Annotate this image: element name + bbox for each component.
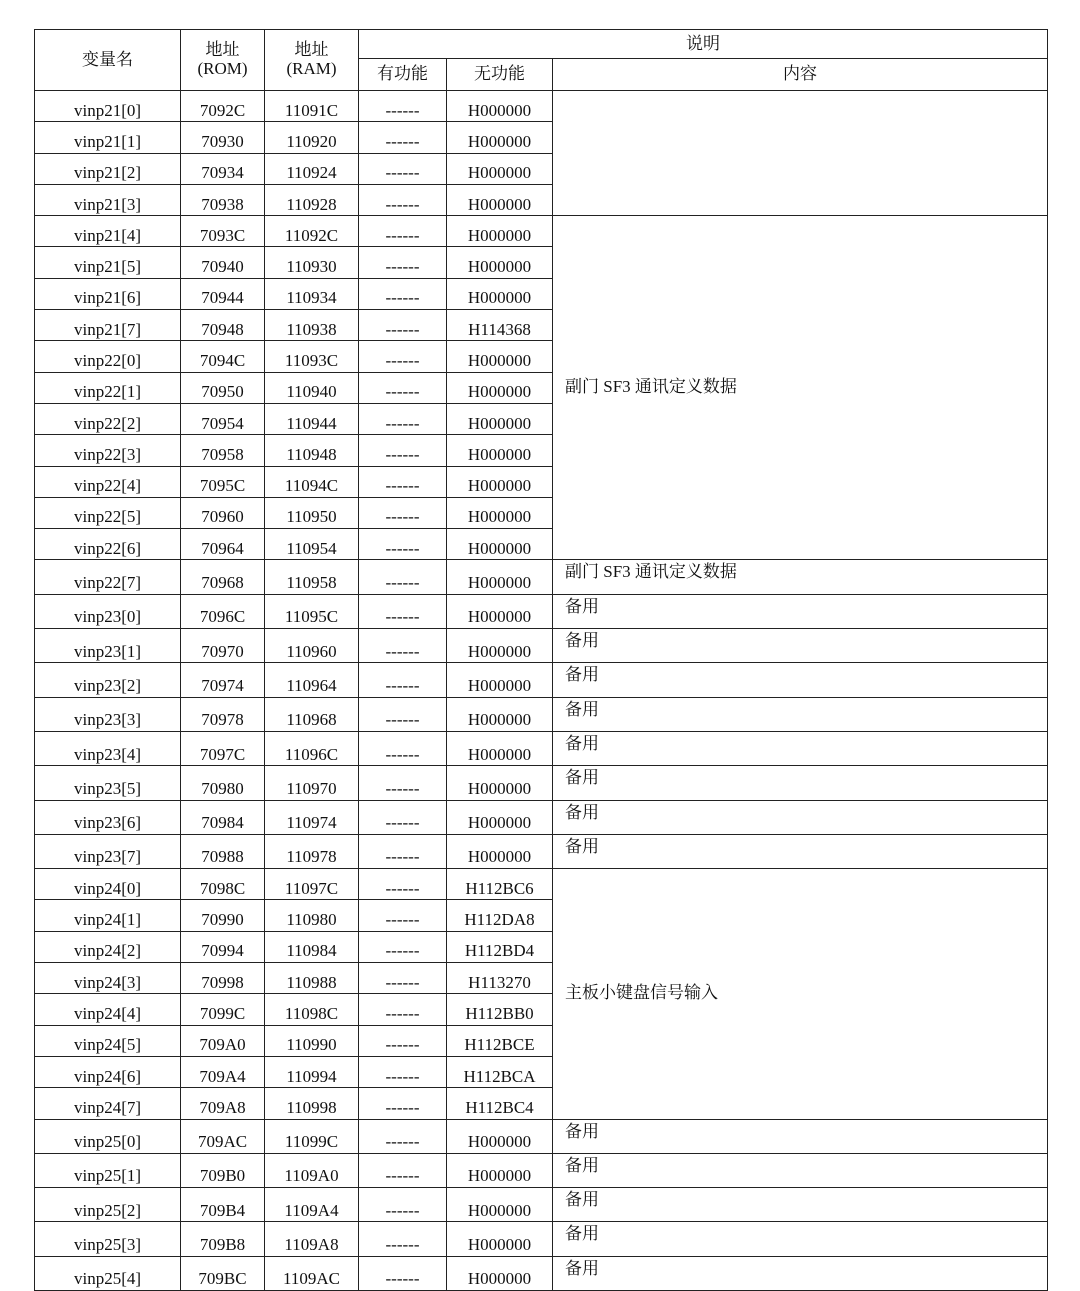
description-cell: 备用	[553, 594, 1048, 628]
description-cell: 备用	[553, 800, 1048, 834]
ram-address-cell: 11094C	[265, 466, 359, 497]
function-value-cell: ------	[359, 931, 447, 962]
variable-name-cell: vinp24[7]	[35, 1088, 181, 1119]
header-varname: 变量名	[35, 30, 181, 91]
function-value-cell: ------	[359, 560, 447, 594]
ram-address-cell: 110988	[265, 963, 359, 994]
variable-name-cell: vinp21[2]	[35, 153, 181, 184]
variable-name-cell: vinp21[7]	[35, 310, 181, 341]
ram-address-cell: 1109A4	[265, 1188, 359, 1222]
description-cell	[553, 91, 1048, 216]
variable-name-cell: vinp22[7]	[35, 560, 181, 594]
no-function-value-cell: H000000	[447, 1119, 553, 1153]
variable-name-cell: vinp22[3]	[35, 435, 181, 466]
rom-address-cell: 7096C	[181, 594, 265, 628]
no-function-value-cell: H112BB0	[447, 994, 553, 1025]
function-value-cell: ------	[359, 1119, 447, 1153]
variable-name-cell: vinp23[4]	[35, 731, 181, 765]
function-value-cell: ------	[359, 529, 447, 560]
no-function-value-cell: H000000	[447, 247, 553, 278]
ram-address-cell: 110968	[265, 697, 359, 731]
function-value-cell: ------	[359, 1256, 447, 1290]
variable-name-cell: vinp21[3]	[35, 184, 181, 215]
ram-address-cell: 110960	[265, 629, 359, 663]
rom-address-cell: 70964	[181, 529, 265, 560]
function-value-cell: ------	[359, 247, 447, 278]
no-function-value-cell: H000000	[447, 1222, 553, 1256]
variable-name-cell: vinp25[4]	[35, 1256, 181, 1290]
variable-name-cell: vinp25[0]	[35, 1119, 181, 1153]
rom-address-cell: 709B8	[181, 1222, 265, 1256]
no-function-value-cell: H112BC6	[447, 869, 553, 900]
description-cell: 备用	[553, 663, 1048, 697]
variable-name-cell: vinp22[5]	[35, 497, 181, 528]
ram-address-cell: 1109AC	[265, 1256, 359, 1290]
no-function-value-cell: H000000	[447, 122, 553, 153]
rom-address-cell: 709AC	[181, 1119, 265, 1153]
no-function-value-cell: H000000	[447, 341, 553, 372]
variable-name-cell: vinp22[2]	[35, 403, 181, 434]
table-row	[35, 594, 1048, 628]
function-value-cell: ------	[359, 1025, 447, 1056]
description-cell: 备用	[553, 697, 1048, 731]
no-function-value-cell: H000000	[447, 834, 553, 868]
function-value-cell: ------	[359, 91, 447, 122]
no-function-value-cell: H000000	[447, 560, 553, 594]
rom-address-cell: 7097C	[181, 731, 265, 765]
description-cell: 备用	[553, 1119, 1048, 1153]
ram-address-cell: 110940	[265, 372, 359, 403]
ram-address-cell: 110990	[265, 1025, 359, 1056]
function-value-cell: ------	[359, 800, 447, 834]
header-func-no: 无功能	[447, 59, 553, 91]
header-address-ram-line2: (RAM)	[286, 59, 337, 78]
no-function-value-cell: H112BD4	[447, 931, 553, 962]
rom-address-cell: 70974	[181, 663, 265, 697]
rom-address-cell: 70960	[181, 497, 265, 528]
description-cell: 副门 SF3 通讯定义数据	[553, 560, 1048, 594]
variable-name-cell: vinp25[3]	[35, 1222, 181, 1256]
rom-address-cell: 70984	[181, 800, 265, 834]
function-value-cell: ------	[359, 697, 447, 731]
rom-address-cell: 70940	[181, 247, 265, 278]
variable-name-cell: vinp24[0]	[35, 869, 181, 900]
no-function-value-cell: H112BC4	[447, 1088, 553, 1119]
function-value-cell: ------	[359, 341, 447, 372]
no-function-value-cell: H114368	[447, 310, 553, 341]
rom-address-cell: 70954	[181, 403, 265, 434]
function-value-cell: ------	[359, 834, 447, 868]
rom-address-cell: 70934	[181, 153, 265, 184]
rom-address-cell: 70944	[181, 278, 265, 309]
table-row	[35, 800, 1048, 834]
table-row	[35, 1153, 1048, 1187]
rom-address-cell: 70968	[181, 560, 265, 594]
no-function-value-cell: H000000	[447, 435, 553, 466]
no-function-value-cell: H000000	[447, 529, 553, 560]
rom-address-cell: 70970	[181, 629, 265, 663]
ram-address-cell: 110948	[265, 435, 359, 466]
no-function-value-cell: H000000	[447, 594, 553, 628]
variable-name-cell: vinp22[1]	[35, 372, 181, 403]
variable-name-cell: vinp23[7]	[35, 834, 181, 868]
rom-address-cell: 7098C	[181, 869, 265, 900]
description-cell: 备用	[553, 834, 1048, 868]
ram-address-cell: 11098C	[265, 994, 359, 1025]
variable-name-cell: vinp24[4]	[35, 994, 181, 1025]
ram-address-cell: 1109A0	[265, 1153, 359, 1187]
no-function-value-cell: H000000	[447, 731, 553, 765]
function-value-cell: ------	[359, 184, 447, 215]
rom-address-cell: 709A8	[181, 1088, 265, 1119]
ram-address-cell: 110958	[265, 560, 359, 594]
variable-name-cell: vinp23[3]	[35, 697, 181, 731]
variable-name-cell: vinp24[3]	[35, 963, 181, 994]
rom-address-cell: 7099C	[181, 994, 265, 1025]
description-cell: 副门 SF3 通讯定义数据	[553, 216, 1048, 560]
header-explain: 说明	[359, 30, 1048, 59]
ram-address-cell: 110928	[265, 184, 359, 215]
ram-address-cell: 11091C	[265, 91, 359, 122]
rom-address-cell: 70948	[181, 310, 265, 341]
description-cell: 备用	[553, 731, 1048, 765]
function-value-cell: ------	[359, 122, 447, 153]
variable-name-cell: vinp23[0]	[35, 594, 181, 628]
function-value-cell: ------	[359, 372, 447, 403]
variable-name-cell: vinp23[2]	[35, 663, 181, 697]
ram-address-cell: 110984	[265, 931, 359, 962]
header-address-rom-line1: 地址	[205, 40, 240, 60]
rom-address-cell: 70958	[181, 435, 265, 466]
variable-name-cell: vinp22[4]	[35, 466, 181, 497]
no-function-value-cell: H000000	[447, 497, 553, 528]
no-function-value-cell: H000000	[447, 184, 553, 215]
rom-address-cell: 709B4	[181, 1188, 265, 1222]
no-function-value-cell: H000000	[447, 800, 553, 834]
function-value-cell: ------	[359, 466, 447, 497]
variable-name-cell: vinp24[6]	[35, 1056, 181, 1087]
rom-address-cell: 7095C	[181, 466, 265, 497]
function-value-cell: ------	[359, 1222, 447, 1256]
rom-address-cell: 70994	[181, 931, 265, 962]
ram-address-cell: 11099C	[265, 1119, 359, 1153]
function-value-cell: ------	[359, 278, 447, 309]
no-function-value-cell: H112BCE	[447, 1025, 553, 1056]
function-value-cell: ------	[359, 310, 447, 341]
description-cell: 备用	[553, 629, 1048, 663]
no-function-value-cell: H112BCA	[447, 1056, 553, 1087]
no-function-value-cell: H000000	[447, 153, 553, 184]
no-function-value-cell: H000000	[447, 403, 553, 434]
variable-name-cell: vinp25[1]	[35, 1153, 181, 1187]
function-value-cell: ------	[359, 1153, 447, 1187]
table-row	[35, 560, 1048, 594]
table-row	[35, 663, 1048, 697]
variable-name-cell: vinp23[6]	[35, 800, 181, 834]
header-address-rom	[181, 30, 265, 91]
table-row	[35, 869, 1048, 900]
ram-address-cell: 110974	[265, 800, 359, 834]
no-function-value-cell: H000000	[447, 372, 553, 403]
ram-address-cell: 110920	[265, 122, 359, 153]
ram-address-cell: 110980	[265, 900, 359, 931]
function-value-cell: ------	[359, 497, 447, 528]
function-value-cell: ------	[359, 869, 447, 900]
variable-name-cell: vinp22[0]	[35, 341, 181, 372]
no-function-value-cell: H000000	[447, 663, 553, 697]
variable-name-cell: vinp21[6]	[35, 278, 181, 309]
rom-address-cell: 709BC	[181, 1256, 265, 1290]
table-row	[35, 1188, 1048, 1222]
ram-address-cell: 110944	[265, 403, 359, 434]
table-row	[35, 216, 1048, 247]
function-value-cell: ------	[359, 1188, 447, 1222]
no-function-value-cell: H000000	[447, 278, 553, 309]
rom-address-cell: 7093C	[181, 216, 265, 247]
ram-address-cell: 110934	[265, 278, 359, 309]
rom-address-cell: 70950	[181, 372, 265, 403]
ram-address-cell: 110964	[265, 663, 359, 697]
ram-address-cell: 110994	[265, 1056, 359, 1087]
variable-name-cell: vinp21[1]	[35, 122, 181, 153]
table-row	[35, 1256, 1048, 1290]
ram-address-cell: 110978	[265, 834, 359, 868]
rom-address-cell: 709A4	[181, 1056, 265, 1087]
rom-address-cell: 70978	[181, 697, 265, 731]
variable-name-cell: vinp24[2]	[35, 931, 181, 962]
ram-address-cell: 110938	[265, 310, 359, 341]
variable-name-cell: vinp23[5]	[35, 766, 181, 800]
header-content: 内容	[553, 59, 1048, 91]
no-function-value-cell: H000000	[447, 466, 553, 497]
variable-name-cell: vinp25[2]	[35, 1188, 181, 1222]
no-function-value-cell: H000000	[447, 1153, 553, 1187]
no-function-value-cell: H000000	[447, 629, 553, 663]
table-row	[35, 91, 1048, 122]
table-body	[35, 91, 1048, 1291]
table-header	[35, 30, 1048, 91]
variable-name-cell: vinp21[5]	[35, 247, 181, 278]
description-cell: 备用	[553, 1188, 1048, 1222]
no-function-value-cell: H112DA8	[447, 900, 553, 931]
function-value-cell: ------	[359, 663, 447, 697]
table-row	[35, 697, 1048, 731]
table-row	[35, 731, 1048, 765]
rom-address-cell: 7094C	[181, 341, 265, 372]
ram-address-cell: 110930	[265, 247, 359, 278]
ram-address-cell: 110998	[265, 1088, 359, 1119]
header-address-rom-line2: (ROM)	[197, 59, 248, 78]
variable-name-cell: vinp21[0]	[35, 91, 181, 122]
variable-name-cell: vinp23[1]	[35, 629, 181, 663]
function-value-cell: ------	[359, 1056, 447, 1087]
ram-address-cell: 110950	[265, 497, 359, 528]
no-function-value-cell: H113270	[447, 963, 553, 994]
function-value-cell: ------	[359, 963, 447, 994]
variable-name-cell: vinp22[6]	[35, 529, 181, 560]
rom-address-cell: 709A0	[181, 1025, 265, 1056]
rom-address-cell: 70980	[181, 766, 265, 800]
function-value-cell: ------	[359, 153, 447, 184]
function-value-cell: ------	[359, 629, 447, 663]
ram-address-cell: 11095C	[265, 594, 359, 628]
function-value-cell: ------	[359, 403, 447, 434]
function-value-cell: ------	[359, 994, 447, 1025]
function-value-cell: ------	[359, 766, 447, 800]
description-cell: 主板小键盘信号输入	[553, 869, 1048, 1119]
no-function-value-cell: H000000	[447, 1256, 553, 1290]
variable-name-cell: vinp24[1]	[35, 900, 181, 931]
no-function-value-cell: H000000	[447, 766, 553, 800]
function-value-cell: ------	[359, 1088, 447, 1119]
function-value-cell: ------	[359, 731, 447, 765]
ram-address-cell: 1109A8	[265, 1222, 359, 1256]
ram-address-cell: 11097C	[265, 869, 359, 900]
ram-address-cell: 11092C	[265, 216, 359, 247]
variable-address-table	[34, 29, 1048, 1291]
rom-address-cell: 70998	[181, 963, 265, 994]
table-row	[35, 1222, 1048, 1256]
table-row	[35, 1119, 1048, 1153]
rom-address-cell: 709B0	[181, 1153, 265, 1187]
variable-name-cell: vinp24[5]	[35, 1025, 181, 1056]
ram-address-cell: 110924	[265, 153, 359, 184]
rom-address-cell: 70938	[181, 184, 265, 215]
ram-address-cell: 110970	[265, 766, 359, 800]
no-function-value-cell: H000000	[447, 91, 553, 122]
rom-address-cell: 70930	[181, 122, 265, 153]
header-address-ram-line1: 地址	[294, 40, 329, 60]
table-row	[35, 834, 1048, 868]
header-func-yes: 有功能	[359, 59, 447, 91]
function-value-cell: ------	[359, 900, 447, 931]
description-cell: 备用	[553, 1153, 1048, 1187]
rom-address-cell: 70990	[181, 900, 265, 931]
function-value-cell: ------	[359, 216, 447, 247]
header-address-ram	[265, 30, 359, 91]
table-row	[35, 629, 1048, 663]
no-function-value-cell: H000000	[447, 1188, 553, 1222]
no-function-value-cell: H000000	[447, 216, 553, 247]
rom-address-cell: 70988	[181, 834, 265, 868]
description-cell: 备用	[553, 1222, 1048, 1256]
function-value-cell: ------	[359, 435, 447, 466]
function-value-cell: ------	[359, 594, 447, 628]
description-cell: 备用	[553, 766, 1048, 800]
ram-address-cell: 11093C	[265, 341, 359, 372]
no-function-value-cell: H000000	[447, 697, 553, 731]
description-cell: 备用	[553, 1256, 1048, 1290]
variable-name-cell: vinp21[4]	[35, 216, 181, 247]
ram-address-cell: 110954	[265, 529, 359, 560]
rom-address-cell: 7092C	[181, 91, 265, 122]
table-row	[35, 766, 1048, 800]
ram-address-cell: 11096C	[265, 731, 359, 765]
